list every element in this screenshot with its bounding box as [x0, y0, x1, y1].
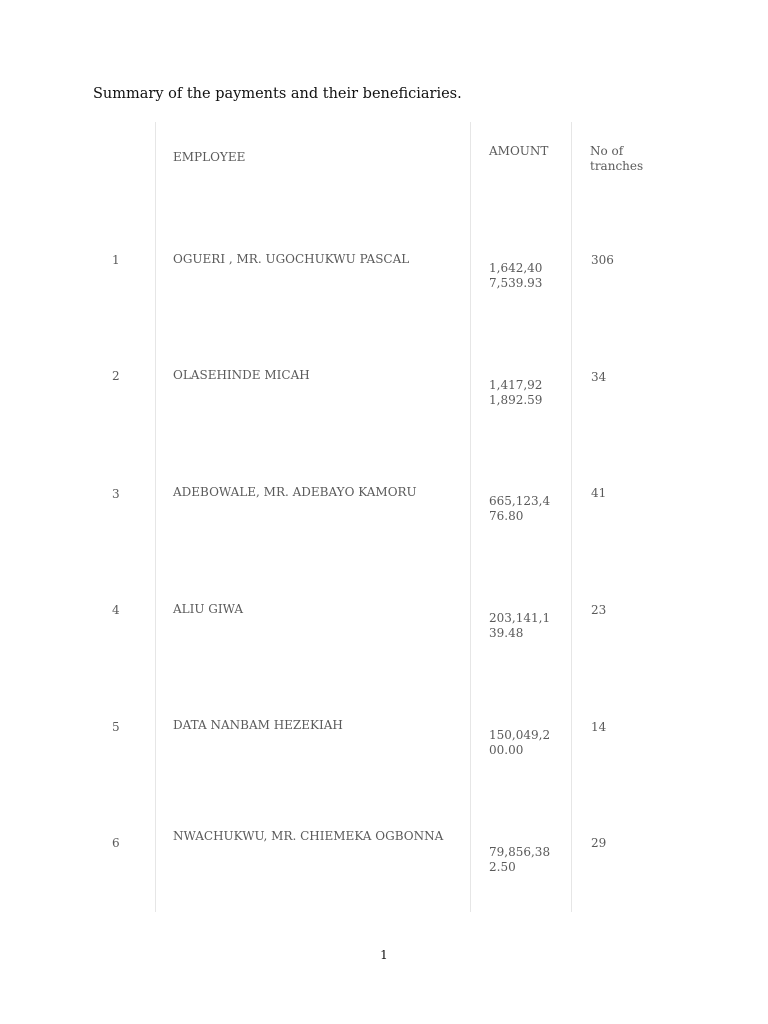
- row-index: 3: [112, 487, 120, 501]
- header-employee: EMPLOYEE: [173, 150, 246, 164]
- row-employee: DATA NANBAM HEZEKIAH: [173, 718, 343, 732]
- row-index: 5: [112, 720, 120, 734]
- row-employee: ADEBOWALE, MR. ADEBAYO KAMORU: [173, 485, 417, 499]
- row-tranches: 14: [591, 720, 607, 734]
- row-amount: 665,123,476.80: [489, 494, 551, 523]
- row-amount: 150,049,200.00: [489, 728, 551, 757]
- column-divider: [470, 122, 471, 912]
- column-divider: [571, 122, 572, 912]
- row-amount: 1,417,921,892.59: [489, 378, 543, 407]
- row-index: 6: [112, 836, 120, 850]
- row-tranches: 29: [591, 836, 607, 850]
- row-index: 1: [112, 253, 120, 267]
- row-amount: 79,856,382.50: [489, 845, 551, 874]
- column-divider: [155, 122, 156, 912]
- row-amount: 203,141,139.48: [489, 611, 551, 640]
- row-tranches: 23: [591, 603, 607, 617]
- page-number: 1: [380, 948, 388, 962]
- row-tranches: 306: [591, 253, 614, 267]
- row-tranches: 41: [591, 486, 607, 500]
- row-employee: NWACHUKWU, MR. CHIEMEKA OGBONNA: [173, 829, 444, 843]
- row-index: 2: [112, 369, 120, 383]
- row-employee: OLASEHINDE MICAH: [173, 368, 310, 382]
- row-employee: OGUERI , MR. UGOCHUKWU PASCAL: [173, 252, 410, 266]
- header-tranches: No of tranches: [590, 144, 644, 173]
- document-title: Summary of the payments and their beneficiaries.: [93, 86, 462, 102]
- row-tranches: 34: [591, 370, 607, 384]
- row-employee: ALIU GIWA: [173, 602, 244, 616]
- header-amount: AMOUNT: [489, 144, 549, 158]
- row-index: 4: [112, 603, 120, 617]
- row-amount: 1,642,407,539.93: [489, 261, 543, 290]
